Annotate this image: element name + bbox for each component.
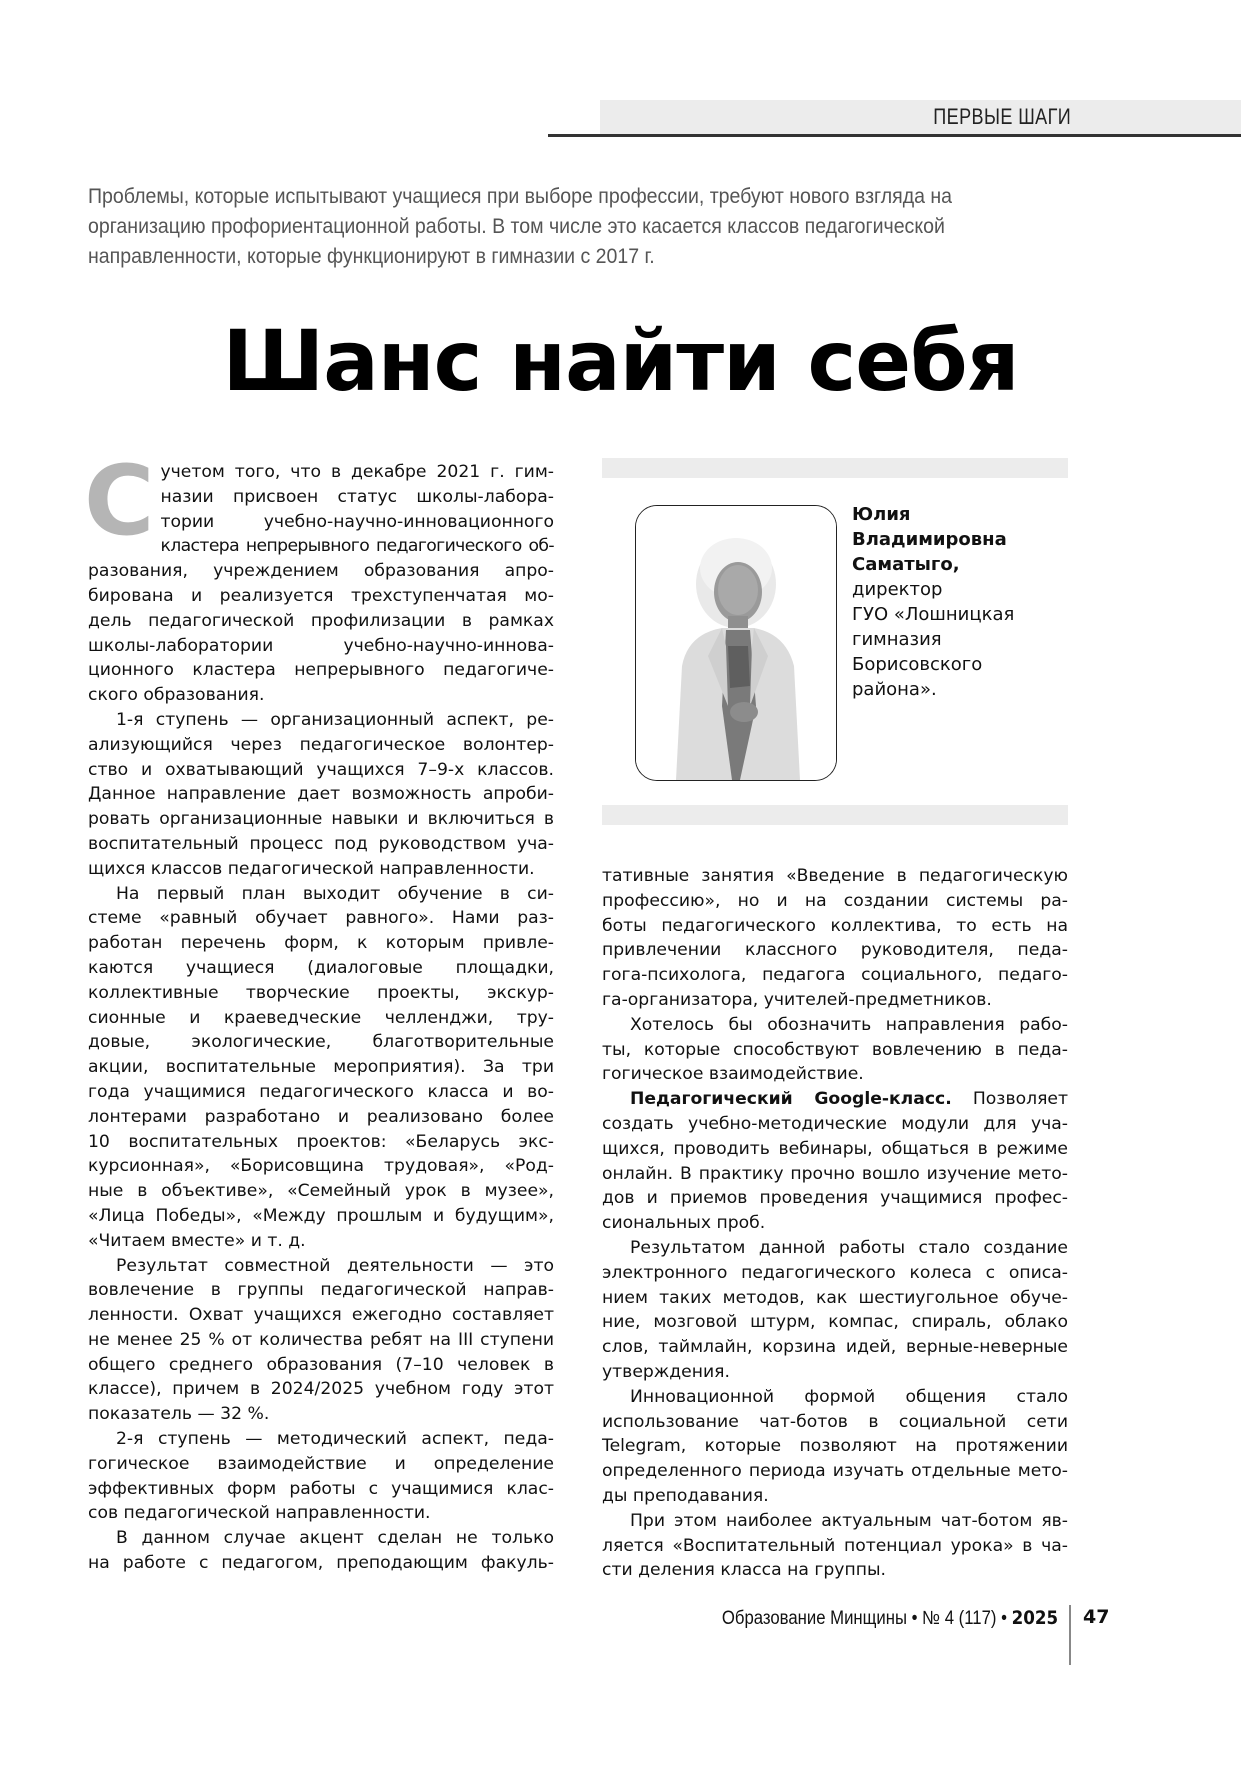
text-line: На первый план выходит обучение в си-	[116, 883, 554, 904]
text-line: щихся классов педагогической направленности.	[88, 858, 535, 879]
text-line: лонтерами разработано и реализовано более	[88, 1106, 554, 1127]
text-line: дель педагогической профилизации в рамках	[88, 610, 554, 631]
text-line: Данное направление дает возможность апроби-	[88, 784, 554, 805]
text-line: определенного периода изучать отдельные мето-	[602, 1461, 1068, 1482]
text-line: электронного педагогического колеса с описа-	[602, 1262, 1068, 1283]
text-line: При этом наиболее актуальным чат-ботом яв-	[630, 1510, 1068, 1531]
bold-lead-in: Педагогический Google-класс.	[630, 1089, 952, 1110]
text-line: Инновационной формой общения стало	[630, 1386, 1068, 1407]
section-header-band	[600, 100, 1241, 135]
text-line: сионные и краеведческие челленджи, тру-	[88, 1007, 554, 1028]
text-line: онлайн. В практику прочно вошло изучение мето-	[602, 1163, 1068, 1184]
text-line: 1-я ступень — организационный аспект, ре-	[116, 709, 554, 730]
text-line: ляется «Воспитательный потенциал урока» в ча-	[602, 1535, 1068, 1556]
text-line: курсионная», «Борисовщина трудовая», «Род-	[88, 1156, 554, 1177]
text-line: «Читаем вместе» и т. д.	[88, 1230, 306, 1251]
journal-name: Образование Минщины • № 4 (117) •	[721, 1608, 1012, 1629]
profile-bottom-bar	[602, 805, 1068, 825]
text-line: гогическое взаимодействие.	[602, 1064, 864, 1085]
author-role-line: директор	[852, 579, 943, 600]
text-line: привлечении классного руководителя, педа-	[602, 940, 1068, 961]
text-line: 10 воспитательных проектов: «Беларусь экс-	[88, 1131, 554, 1152]
article-title: Шанс найти себя	[222, 312, 1019, 410]
text-line: сов педагогической направленности.	[88, 1503, 431, 1524]
lead-paragraph	[88, 182, 1018, 272]
text-line: гогическое взаимодействие и определение	[88, 1453, 554, 1474]
text-line: Хотелось бы обозначить направления рабо-	[630, 1014, 1068, 1035]
text-line: кластера непрерывного педагогического об-	[160, 536, 554, 557]
lead-line: организацию профориентационной работы. В том числе это касается классов педагогической	[88, 215, 945, 238]
section-header-rule	[548, 134, 1241, 137]
text-line: тории учебно-научно-инновационного	[160, 511, 554, 532]
text-line: гога-психолога, педагога социального, педаго-	[602, 965, 1068, 986]
page-number: 47	[1083, 1606, 1110, 1628]
author-photo	[635, 505, 837, 781]
text-line: бирована и реализуется трехступенчатая мо-	[88, 585, 554, 606]
text-line: «Лица Победы», «Между прошлым и будущим»,	[88, 1205, 554, 1226]
text-line: нием таких методов, как шестиугольное обуче-	[602, 1287, 1068, 1308]
text-line: Результат совместной деятельности — это	[116, 1255, 554, 1276]
text-line: щихся, проводить вебинары, общаться в режиме	[602, 1138, 1068, 1159]
text-line	[602, 1087, 1068, 1112]
text-line: назии присвоен статус школы-лабора-	[160, 486, 554, 507]
text-line: Telegram, которые позволяют на протяжении	[602, 1436, 1068, 1457]
journal-footer	[722, 1607, 1058, 1630]
text-line: ализующийся через педагогическое волонтер-	[88, 734, 554, 755]
text-line: ние, мозговой штурм, компас, спираль, облако	[602, 1312, 1068, 1333]
text-line: показатель — 32 %.	[88, 1404, 270, 1425]
text-line: учетом того, что в декабре 2021 г. гим-	[160, 462, 554, 482]
text-line: ленности. Охват учащихся ежегодно составляет	[88, 1305, 554, 1326]
author-name-line: Владимировна	[852, 529, 1007, 550]
article-left-column	[84, 445, 554, 1576]
text-line: ского образования.	[88, 685, 265, 706]
profile-top-bar	[602, 458, 1068, 478]
text-line: тативные занятия «Введение в педагогическую	[602, 866, 1068, 886]
journal-year: 2025	[1011, 1607, 1058, 1629]
lead-line: Проблемы, которые испытывают учащиеся при выборе профессии, требуют нового взгляда на	[88, 185, 953, 208]
text-line: создать учебно-методические модули для уча-	[602, 1113, 1068, 1134]
text-line: общего среднего образования (7–10 человек в	[88, 1354, 554, 1375]
text-line: ционного кластера непрерывного педагогиче-	[88, 660, 554, 681]
text-line: В данном случае акцент сделан не только	[116, 1528, 554, 1549]
text-line: школы-лаборатории учебно-научно-иннова-	[88, 635, 554, 656]
text-line: не менее 25 % от количества ребят на III ступени	[88, 1329, 554, 1350]
section-label: ПЕРВЫЕ ШАГИ	[933, 104, 1071, 129]
author-name-line: Саматыго,	[852, 554, 960, 575]
text-line: работан перечень форм, к которым привле-	[88, 933, 554, 954]
portrait-photo-icon	[636, 506, 836, 780]
lead-line: направленности, которые функционируют в гимназии с 2017 г.	[88, 245, 655, 268]
text-line: утверждения.	[602, 1361, 730, 1382]
text-line: стеме «равный обучает равного». Нами раз-	[88, 908, 554, 929]
text-line: дов и приемов проведения учащимися профес-	[602, 1188, 1068, 1209]
text-line: довые, экологические, благотворительные	[88, 1032, 554, 1053]
text-line: профессию», но и на создании системы ра-	[602, 890, 1068, 911]
text-line: ды преподавания.	[602, 1485, 769, 1506]
text-line: коллективные творческие проекты, экскур-	[88, 982, 554, 1003]
text-line: эффективных форм работы с учащимися клас-	[88, 1478, 554, 1499]
text-line: сти деления класса на группы.	[602, 1560, 886, 1581]
author-name-line: Юлия	[852, 504, 911, 525]
text-line: ство и охватывающий учащихся 7–9-х классов.	[88, 759, 554, 780]
text-line: боты педагогического коллектива, то есть на	[602, 915, 1068, 936]
drop-cap: С	[84, 445, 155, 557]
author-role-line: ГУО «Лошницкая	[852, 604, 1015, 625]
author-role-line: района».	[852, 679, 937, 700]
article-right-column	[602, 864, 1068, 1583]
text-line: акции, воспитательные мероприятия). За три	[88, 1057, 554, 1078]
author-role-line: Борисовского	[852, 654, 983, 675]
text-line: воспитательный процесс под руководством уча-	[88, 833, 554, 854]
text-line: Результатом данной работы стало создание	[630, 1237, 1068, 1258]
text-line: на работе с педагогом, преподающим факуль-	[88, 1553, 554, 1574]
text-line: сиональных проб.	[602, 1213, 766, 1234]
text-line: каются учащиеся (диалоговые площадки,	[88, 957, 554, 978]
text-line: га-организатора, учителей-предметников.	[602, 989, 992, 1010]
text-line: классе), причем в 2024/2025 учебном году этот	[88, 1379, 554, 1400]
text-line: 2-я ступень — методический аспект, педа-	[116, 1429, 554, 1450]
author-role-line: гимназия	[852, 629, 942, 650]
author-caption	[852, 502, 1072, 702]
text-fragment: Позволяет	[972, 1089, 1068, 1110]
text-line: использование чат-ботов в социальной сети	[602, 1411, 1068, 1432]
text-line: слов, таймлайн, корзина идей, верные-неверные	[602, 1337, 1068, 1358]
text-line: ты, которые способствуют вовлечению в педа-	[602, 1039, 1068, 1060]
text-line: ровать организационные навыки и включиться в	[88, 809, 554, 830]
footer-divider	[1069, 1605, 1071, 1665]
text-line: года учащимися педагогического класса и во-	[88, 1081, 554, 1102]
text-line: разования, учреждением образования апро-	[88, 561, 554, 582]
text-line: вовлечение в группы педагогической направ-	[88, 1280, 554, 1301]
text-line: ные в объективе», «Семейный урок в музее»,	[88, 1181, 554, 1202]
